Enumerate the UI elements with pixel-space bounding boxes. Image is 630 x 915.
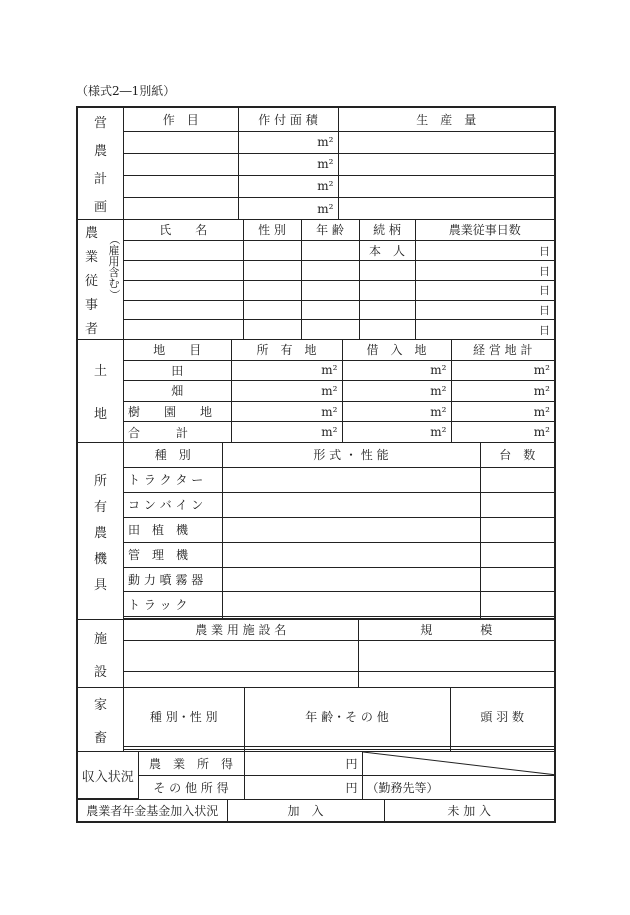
count-cell[interactable] [480, 492, 554, 517]
heading-char: 農 [84, 226, 98, 241]
heading-char: 画 [93, 199, 107, 215]
day-unit: 日 [415, 261, 554, 281]
area-unit: m² [238, 131, 338, 153]
machine-tractor: ト ラ ク タ ー [124, 467, 222, 492]
count-cell[interactable] [480, 542, 554, 567]
production-cell[interactable] [338, 175, 554, 197]
machine-rice-planter: 田 植 機 [124, 517, 222, 542]
heading-char: 地 [93, 407, 107, 422]
income-farming: 農 業 所 得 [138, 752, 244, 775]
gender-cell[interactable] [243, 300, 301, 320]
heading-char: 農 [93, 144, 107, 160]
heading-char: 機 [93, 551, 107, 567]
workers-note [105, 220, 123, 339]
application-form [76, 106, 556, 823]
heading-char: 従 [84, 274, 98, 289]
heading-char: 設 [93, 664, 107, 680]
count-cell[interactable] [480, 467, 554, 492]
heading-char: 者 [84, 322, 98, 337]
heading-char: 有 [93, 499, 107, 515]
heading-char: 土 [93, 364, 107, 379]
name-cell[interactable] [124, 261, 243, 281]
area-unit: m² [451, 360, 554, 381]
relation-cell[interactable] [359, 281, 415, 301]
crop-cell[interactable] [124, 131, 238, 153]
form-caption: （様式2―1別紙） [76, 84, 176, 98]
name-cell[interactable] [124, 240, 243, 261]
spec-cell[interactable] [222, 492, 480, 517]
relation-cell[interactable] [359, 300, 415, 320]
facility-name-cell[interactable] [124, 671, 358, 687]
spec-cell[interactable] [222, 542, 480, 567]
facilities-section [78, 619, 554, 687]
heading-char: 家 [93, 697, 107, 713]
heading-char: 営 [93, 116, 107, 132]
heading-char: 施 [93, 631, 107, 647]
day-unit: 日 [415, 281, 554, 301]
count-cell[interactable] [480, 567, 554, 592]
day-unit: 日 [415, 240, 554, 261]
area-unit: m² [231, 381, 342, 402]
workers-heading [78, 220, 124, 339]
age-cell[interactable] [301, 320, 359, 339]
farm-plan-heading [78, 108, 124, 219]
col-count: 台 数 [480, 443, 554, 467]
count-cell[interactable] [480, 592, 554, 617]
col-machine-type: 種 別 [124, 443, 222, 467]
area-unit: m² [342, 401, 451, 422]
area-unit: m² [238, 175, 338, 197]
col-age: 年 齢 [301, 220, 359, 240]
yen-unit: 円 [244, 775, 362, 798]
age-cell[interactable] [301, 240, 359, 261]
col-facility-name: 農 業 用 施 設 名 [124, 620, 358, 640]
livestock-heading [78, 688, 124, 751]
land-total: 合 計 [124, 422, 231, 442]
col-production: 生 産 量 [338, 108, 554, 131]
machine-cultivator: 管 理 機 [124, 542, 222, 567]
machine-power-sprayer: 動 力 噴 霧 器 [124, 567, 222, 592]
age-cell[interactable] [301, 281, 359, 301]
gender-cell[interactable] [243, 281, 301, 301]
col-name: 氏 名 [124, 220, 243, 240]
col-planted-area: 作 付 面 積 [238, 108, 338, 131]
relation-cell[interactable] [359, 261, 415, 281]
workers-section [78, 219, 554, 339]
area-unit: m² [451, 381, 554, 402]
spec-cell[interactable] [222, 592, 480, 617]
pension-heading: 農業者年金基金加入状況 [78, 800, 227, 821]
col-crop: 作 目 [124, 108, 238, 131]
facilities-heading [78, 620, 124, 687]
production-cell[interactable] [338, 198, 554, 219]
income-table [78, 752, 554, 799]
farm-plan-section [78, 108, 554, 219]
note-char: 用 [108, 255, 120, 268]
land-orchard: 樹 園 地 [124, 401, 231, 422]
gender-cell[interactable] [243, 261, 301, 281]
area-unit: m² [238, 198, 338, 219]
income-diagonal-cell [362, 752, 554, 775]
land-heading [78, 340, 124, 442]
employer-label: （勤務先等） [362, 775, 554, 798]
gender-cell[interactable] [243, 320, 301, 339]
machines-section [78, 442, 554, 619]
yen-unit: 円 [244, 752, 362, 775]
crop-cell[interactable] [124, 153, 238, 175]
area-unit: m² [342, 381, 451, 402]
production-cell[interactable] [338, 131, 554, 153]
heading-char: 事 [84, 298, 98, 313]
area-unit: m² [342, 360, 451, 381]
col-total: 経 営 地 計 [451, 340, 554, 360]
income-section [78, 751, 554, 799]
relation-self: 本 人 [359, 240, 415, 261]
scale-cell[interactable] [358, 671, 554, 687]
land-table [124, 340, 554, 442]
day-unit: 日 [415, 320, 554, 339]
col-relation: 続 柄 [359, 220, 415, 240]
livestock-section [78, 687, 554, 751]
note-char: む [108, 277, 120, 290]
machine-truck: ト ラ ッ ク [124, 592, 222, 617]
machines-table [124, 443, 554, 619]
name-cell[interactable] [124, 320, 243, 339]
area-unit: m² [238, 153, 338, 175]
spec-cell[interactable] [222, 567, 480, 592]
machines-heading [78, 443, 124, 619]
col-leased: 借 入 地 [342, 340, 451, 360]
machine-combine: コ ン バ イ ン [124, 492, 222, 517]
area-unit: m² [231, 401, 342, 422]
spec-cell[interactable] [222, 467, 480, 492]
pension-enrolled[interactable]: 加 入 [227, 800, 384, 821]
heading-char: 農 [93, 525, 107, 541]
area-unit: m² [231, 422, 342, 442]
pension-section [78, 799, 554, 821]
workers-table [124, 220, 554, 339]
facility-name-cell[interactable] [124, 640, 358, 671]
relation-cell[interactable] [359, 320, 415, 339]
facilities-table [124, 620, 554, 687]
heading-char: 業 [84, 250, 98, 265]
crop-cell[interactable] [124, 198, 238, 219]
heading-char: 畜 [93, 730, 107, 746]
income-heading: 収入状況 [78, 752, 138, 799]
col-scale: 規 模 [358, 620, 554, 640]
pension-not-enrolled[interactable]: 未 加 入 [384, 800, 554, 821]
heading-char: 計 [93, 171, 107, 187]
income-other: そ の 他 所 得 [138, 775, 244, 798]
diagonal-line [363, 752, 555, 775]
spec-cell[interactable] [222, 517, 480, 542]
col-age-other: 年 齢・そ の 他 [244, 688, 450, 746]
area-unit: m² [451, 422, 554, 442]
note-char: 雇 [108, 244, 120, 257]
area-unit: m² [451, 401, 554, 422]
crop-cell[interactable] [124, 175, 238, 197]
livestock-table [124, 688, 554, 751]
heading-char: 所 [93, 473, 107, 489]
age-cell[interactable] [301, 300, 359, 320]
scale-cell[interactable] [358, 640, 554, 671]
col-land-type: 地 目 [124, 340, 231, 360]
age-cell[interactable] [301, 261, 359, 281]
count-cell[interactable] [480, 517, 554, 542]
col-model-spec: 形 式 ・ 性 能 [222, 443, 480, 467]
note-char: 含 [108, 266, 120, 279]
note-char: （ [107, 234, 121, 245]
land-upland-field: 畑 [124, 381, 231, 402]
farm-plan-table [124, 108, 554, 219]
gender-cell[interactable] [243, 240, 301, 261]
production-cell[interactable] [338, 153, 554, 175]
land-section [78, 339, 554, 442]
pension-table [78, 800, 554, 821]
name-cell[interactable] [124, 300, 243, 320]
name-cell[interactable] [124, 281, 243, 301]
area-unit: m² [342, 422, 451, 442]
col-owned: 所 有 地 [231, 340, 342, 360]
col-head-count: 頭 羽 数 [450, 688, 554, 746]
heading-char: 具 [93, 577, 107, 593]
note-char: ） [107, 289, 121, 300]
col-work-days: 農業従事日数 [415, 220, 554, 240]
col-gender: 性 別 [243, 220, 301, 240]
col-type-gender: 種 別・性 別 [124, 688, 244, 746]
area-unit: m² [231, 360, 342, 381]
day-unit: 日 [415, 300, 554, 320]
land-rice-field: 田 [124, 360, 231, 381]
